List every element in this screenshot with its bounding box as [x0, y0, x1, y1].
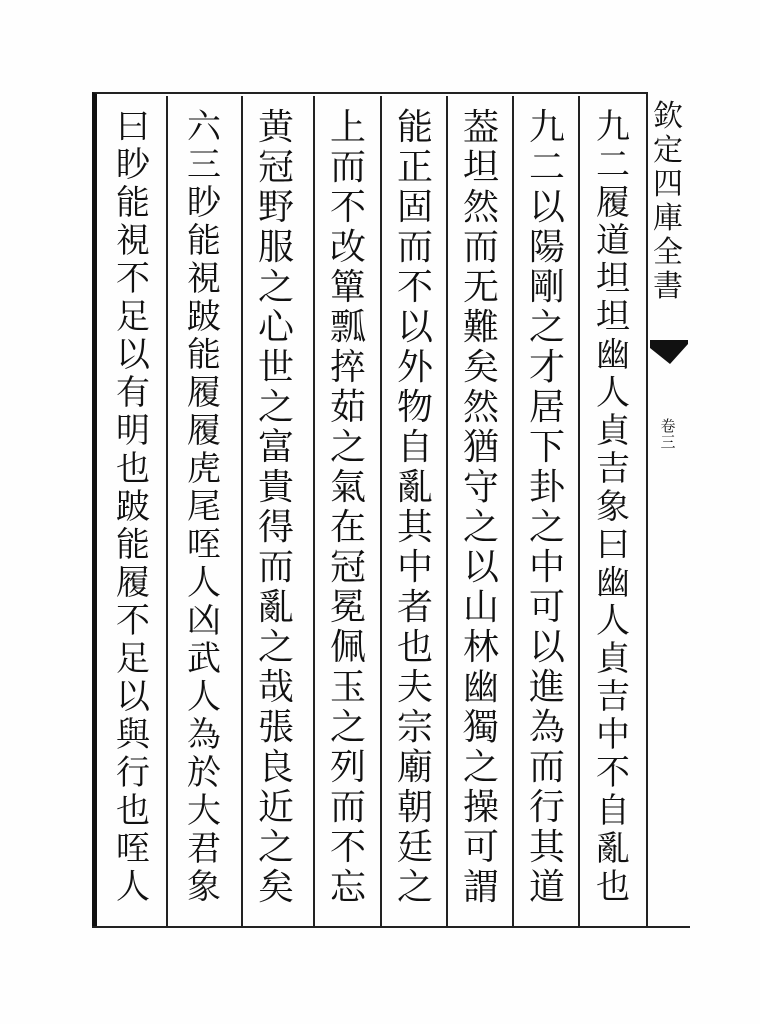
- text-char: 以: [396, 307, 433, 348]
- text-char: 象: [187, 867, 221, 907]
- text-char: 謂: [462, 867, 499, 908]
- text-char: 朝: [396, 787, 433, 828]
- text-char: 而: [329, 787, 366, 828]
- text-char: 上: [329, 107, 366, 148]
- text-char: 能: [396, 107, 433, 148]
- text-char: 其: [528, 827, 565, 868]
- text-char: 捽: [329, 347, 366, 388]
- text-char: 之: [257, 387, 294, 428]
- text-column: [100, 108, 166, 918]
- text-char: 而: [396, 227, 433, 268]
- text-char: 之: [257, 627, 294, 668]
- text-char: 人: [187, 563, 221, 603]
- text-char: 足: [116, 297, 150, 337]
- text-char: 能: [116, 525, 150, 565]
- text-char: 服: [257, 227, 294, 268]
- margin-char: 三: [660, 433, 676, 451]
- volume-label: [656, 418, 680, 450]
- text-char: 視: [116, 221, 150, 261]
- text-char: 與: [116, 715, 150, 755]
- text-char: 列: [329, 747, 366, 788]
- text-char: 中: [528, 547, 565, 588]
- bottom-rule: [92, 926, 690, 928]
- text-char: 之: [396, 867, 433, 908]
- text-char: 視: [187, 259, 221, 299]
- text-char: 進: [528, 667, 565, 708]
- text-char: 之: [329, 427, 366, 468]
- text-char: 夫: [396, 667, 433, 708]
- text-column: [448, 108, 514, 918]
- text-char: 以: [116, 335, 150, 375]
- text-char: 在: [329, 507, 366, 548]
- text-char: 貞: [596, 411, 630, 451]
- book-title: [648, 100, 688, 304]
- text-column: [514, 108, 580, 918]
- text-char: 剛: [528, 267, 565, 308]
- text-char: 亂: [257, 587, 294, 628]
- text-char: 忘: [329, 867, 366, 908]
- text-char: 瓢: [329, 307, 366, 348]
- text-char: 幽: [462, 667, 499, 708]
- text-char: 難: [462, 307, 499, 348]
- text-char: 野: [257, 187, 294, 228]
- text-char: 虎: [187, 449, 221, 489]
- text-char: 氣: [329, 467, 366, 508]
- text-char: 道: [596, 221, 630, 261]
- text-char: 不: [329, 827, 366, 868]
- text-char: 坦: [462, 147, 499, 188]
- text-char: 富: [257, 427, 294, 468]
- text-column: [243, 108, 309, 918]
- text-char: 行: [116, 753, 150, 793]
- text-char: 自: [396, 427, 433, 468]
- text-char: 而: [329, 147, 366, 188]
- text-char: 道: [528, 867, 565, 908]
- text-char: 茹: [329, 387, 366, 428]
- text-char: 猶: [462, 427, 499, 468]
- text-char: 能: [116, 183, 150, 223]
- text-char: 世: [257, 347, 294, 388]
- text-char: 人: [596, 601, 630, 641]
- text-char: 卦: [528, 467, 565, 508]
- text-char: 二: [596, 145, 630, 185]
- text-char: 曰: [116, 107, 150, 147]
- margin-char: 書: [653, 269, 683, 304]
- text-char: 君: [187, 829, 221, 869]
- text-char: 不: [116, 259, 150, 299]
- text-char: 其: [396, 507, 433, 548]
- text-char: 六: [187, 107, 221, 147]
- text-char: 可: [462, 827, 499, 868]
- text-char: 以: [116, 677, 150, 717]
- text-char: 足: [116, 639, 150, 679]
- text-char: 以: [528, 187, 565, 228]
- text-char: 哉: [257, 667, 294, 708]
- text-char: 不: [329, 187, 366, 228]
- text-char: 冕: [329, 587, 366, 628]
- text-char: 眇: [116, 145, 150, 185]
- text-char: 之: [257, 267, 294, 308]
- text-char: 九: [528, 107, 565, 148]
- text-char: 履: [596, 183, 630, 223]
- text-char: 不: [396, 267, 433, 308]
- text-char: 眇: [187, 183, 221, 223]
- text-char: 坦: [596, 297, 630, 337]
- text-char: 居: [528, 387, 565, 428]
- text-char: 也: [116, 449, 150, 489]
- text-char: 下: [528, 427, 565, 468]
- text-char: 物: [396, 387, 433, 428]
- text-column: [315, 108, 381, 918]
- text-char: 也: [596, 867, 630, 907]
- text-char: 人: [187, 677, 221, 717]
- text-char: 操: [462, 787, 499, 828]
- text-char: 幽: [596, 335, 630, 375]
- margin-char: 全: [653, 235, 683, 270]
- text-char: 咥: [116, 829, 150, 869]
- text-char: 三: [187, 145, 221, 185]
- text-char: 而: [528, 747, 565, 788]
- text-char: 廟: [396, 747, 433, 788]
- text-char: 坦: [596, 259, 630, 299]
- text-char: 而: [462, 227, 499, 268]
- text-char: 之: [329, 707, 366, 748]
- text-column: [580, 108, 646, 918]
- text-char: 佩: [329, 627, 366, 668]
- text-char: 矣: [257, 867, 294, 908]
- text-char: 人: [116, 867, 150, 907]
- margin-char: 庫: [653, 201, 683, 236]
- text-char: 履: [187, 373, 221, 413]
- text-char: 然: [462, 187, 499, 228]
- text-char: 之: [257, 827, 294, 868]
- text-char: 心: [257, 307, 294, 348]
- text-char: 矣: [462, 347, 499, 388]
- text-char: 咥: [187, 525, 221, 565]
- text-char: 黄: [257, 107, 294, 148]
- text-char: 獨: [462, 707, 499, 748]
- text-char: 簞: [329, 267, 366, 308]
- margin-char: 四: [653, 167, 683, 202]
- margin-char: 欽: [653, 99, 683, 134]
- text-char: 吉: [596, 677, 630, 717]
- text-char: 貴: [257, 467, 294, 508]
- text-char: 固: [396, 187, 433, 228]
- text-char: 外: [396, 347, 433, 388]
- text-char: 幽: [596, 563, 630, 603]
- text-char: 不: [116, 601, 150, 641]
- text-char: 廷: [396, 827, 433, 868]
- text-char: 玉: [329, 667, 366, 708]
- text-char: 亂: [596, 829, 630, 869]
- text-char: 之: [462, 507, 499, 548]
- text-char: 之: [528, 507, 565, 548]
- margin-char: 定: [653, 133, 683, 168]
- text-char: 亂: [396, 467, 433, 508]
- text-char: 象: [596, 487, 630, 527]
- text-char: 也: [116, 791, 150, 831]
- text-char: 凶: [187, 601, 221, 641]
- text-char: 以: [528, 627, 565, 668]
- text-char: 於: [187, 753, 221, 793]
- column-rule: [166, 96, 168, 926]
- margin-char: 卷: [660, 417, 676, 435]
- text-char: 宗: [396, 707, 433, 748]
- text-char: 曰: [596, 525, 630, 565]
- text-char: 冠: [329, 547, 366, 588]
- text-char: 為: [187, 715, 221, 755]
- text-char: 之: [528, 307, 565, 348]
- text-char: 貞: [596, 639, 630, 679]
- text-char: 張: [257, 707, 294, 748]
- text-char: 可: [528, 587, 565, 628]
- text-char: 自: [596, 791, 630, 831]
- fishtail-mark-icon: [650, 338, 688, 366]
- text-char: 不: [596, 753, 630, 793]
- text-char: 行: [528, 787, 565, 828]
- text-char: 跛: [116, 487, 150, 527]
- text-char: 也: [396, 627, 433, 668]
- text-char: 山: [462, 587, 499, 628]
- text-char: 以: [462, 547, 499, 588]
- text-char: 能: [187, 221, 221, 261]
- text-char: 九: [596, 107, 630, 147]
- text-char: 改: [329, 227, 366, 268]
- text-char: 武: [187, 639, 221, 679]
- text-char: 林: [462, 627, 499, 668]
- text-char: 二: [528, 147, 565, 188]
- text-char: 吉: [596, 449, 630, 489]
- text-char: 履: [187, 411, 221, 451]
- text-char: 冠: [257, 147, 294, 188]
- text-char: 為: [528, 707, 565, 748]
- text-char: 守: [462, 467, 499, 508]
- text-char: 中: [596, 715, 630, 755]
- text-column: [382, 108, 448, 918]
- text-char: 近: [257, 787, 294, 828]
- text-char: 尾: [187, 487, 221, 527]
- text-char: 而: [257, 547, 294, 588]
- text-char: 有: [116, 373, 150, 413]
- text-char: 陽: [528, 227, 565, 268]
- text-char: 得: [257, 507, 294, 548]
- text-char: 良: [257, 747, 294, 788]
- text-char: 能: [187, 335, 221, 375]
- text-char: 明: [116, 411, 150, 451]
- text-char: 跛: [187, 297, 221, 337]
- text-char: 履: [116, 563, 150, 603]
- text-column: [171, 108, 237, 918]
- text-char: 无: [462, 267, 499, 308]
- text-char: 正: [396, 147, 433, 188]
- text-char: 才: [528, 347, 565, 388]
- text-char: 葢: [462, 107, 499, 148]
- text-char: 人: [596, 373, 630, 413]
- text-char: 中: [396, 547, 433, 588]
- text-char: 者: [396, 587, 433, 628]
- text-char: 大: [187, 791, 221, 831]
- text-char: 然: [462, 387, 499, 428]
- text-char: 之: [462, 747, 499, 788]
